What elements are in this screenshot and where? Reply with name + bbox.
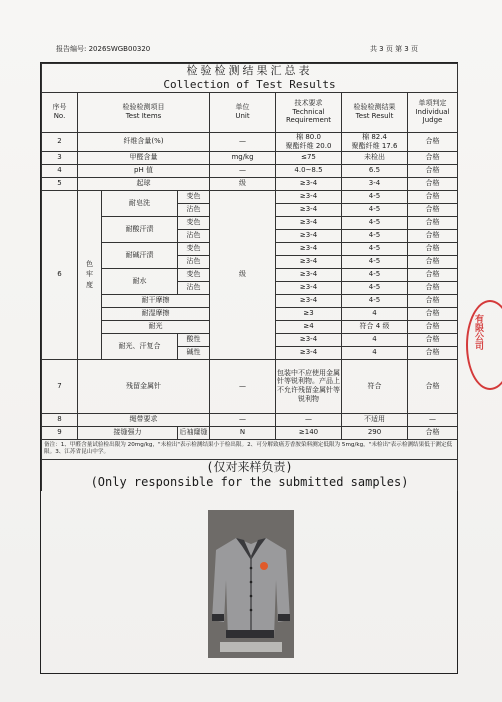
page-indicator: 共 3 页 第 3 页 xyxy=(369,45,418,53)
table-row: 6 色牢度 耐皂洗 变色 级 ≥3-4 4-5 合格 xyxy=(42,190,458,203)
table-row: 2 纤维含量(%) — 棉 80.0 聚酯纤维 20.0 棉 82.4 聚酯纤维 17.6 合格 xyxy=(42,132,458,151)
table-row: 3 甲醛含量 mg/kg ≤75 未检出 合格 xyxy=(42,151,458,164)
sample-photo xyxy=(208,510,294,658)
table-row: 耐湿摩擦 ≥3 4 合格 xyxy=(42,307,458,320)
table-row: 沾色 ≥3-4 4-5 合格 xyxy=(42,229,458,242)
title-cn-row xyxy=(42,64,458,78)
table-row: 4 pH 值 — 4.0~8.5 6.5 合格 xyxy=(42,164,458,177)
table-row: 8 绳带要求 — — 不适用 — xyxy=(42,413,458,426)
table-row: 9 接缝强力 后袖窿缝 N ≥140 290 合格 xyxy=(42,426,458,439)
remarks: 备注：1、甲醛含量试验检出限为 20mg/kg，"未检出"表示检测结果小于检出限。2、可分解致癌芳香胺染料测定低限为 5mg/kg，"未检出"表示检测结果低于测定低限。3、江苏省昆山中学。 xyxy=(42,439,458,459)
official-seal-stamp xyxy=(466,300,502,390)
report-number: 报告编号: 2026SWGB00320 xyxy=(56,45,151,53)
col-result: 检验检测结果 Test Result xyxy=(342,92,408,132)
table-row: 耐碱汗渍 变色 ≥3-4 4-5 合格 xyxy=(42,242,458,255)
col-judge: 单项判定 Individual Judge xyxy=(408,92,458,132)
table-row: 沾色 ≥3-4 4-5 合格 xyxy=(42,255,458,268)
col-requirement: 技术要求 Technical Requirement xyxy=(276,92,342,132)
col-unit: 单位 Unit xyxy=(210,92,276,132)
table-row: 耐干摩擦 ≥3-4 4-5 合格 xyxy=(42,294,458,307)
col-no: 序号 No. xyxy=(42,92,78,132)
title-en-row xyxy=(42,78,458,92)
note-row xyxy=(42,439,458,459)
table-row: 耐光 ≥4 符合 4 级 合格 xyxy=(42,320,458,333)
seal-text: 有限公司 xyxy=(473,314,483,350)
table-row: 耐水 变色 ≥3-4 4-5 合格 xyxy=(42,268,458,281)
table-row: 沾色 ≥3-4 4-5 合格 xyxy=(42,203,458,216)
table-row: 耐光、汗复合 酸性 ≥3-4 4 合格 xyxy=(42,333,458,346)
table-row: 碱性 ≥3-4 4 合格 xyxy=(42,346,458,359)
group-label: 色牢度 xyxy=(86,259,93,289)
table-row: 5 起球 级 ≥3-4 3-4 合格 xyxy=(42,177,458,190)
column-header-row xyxy=(42,92,458,132)
responsibility-en: (Only responsible for the submitted samples) xyxy=(90,475,409,490)
table-row: 7 残留金属针 — 包装中不应使用金属 针等锐利物。产品上 不允许残留金属针等 锐利物 符合 合格 xyxy=(42,359,458,413)
table-title-en: Collection of Test Results xyxy=(42,78,458,92)
table-row: 耐酸汗渍 变色 ≥3-4 4-5 合格 xyxy=(42,216,458,229)
table-title-cn: 检验检测结果汇总表 xyxy=(42,64,458,78)
results-table xyxy=(41,63,458,491)
responsibility-row xyxy=(42,459,458,491)
table-row: 沾色 ≥3-4 4-5 合格 xyxy=(42,281,458,294)
responsibility-cn: (仅对来样负责) xyxy=(206,460,293,475)
jacket-image xyxy=(208,510,294,658)
col-test-items: 检验检测项目 Test Items xyxy=(78,92,210,132)
